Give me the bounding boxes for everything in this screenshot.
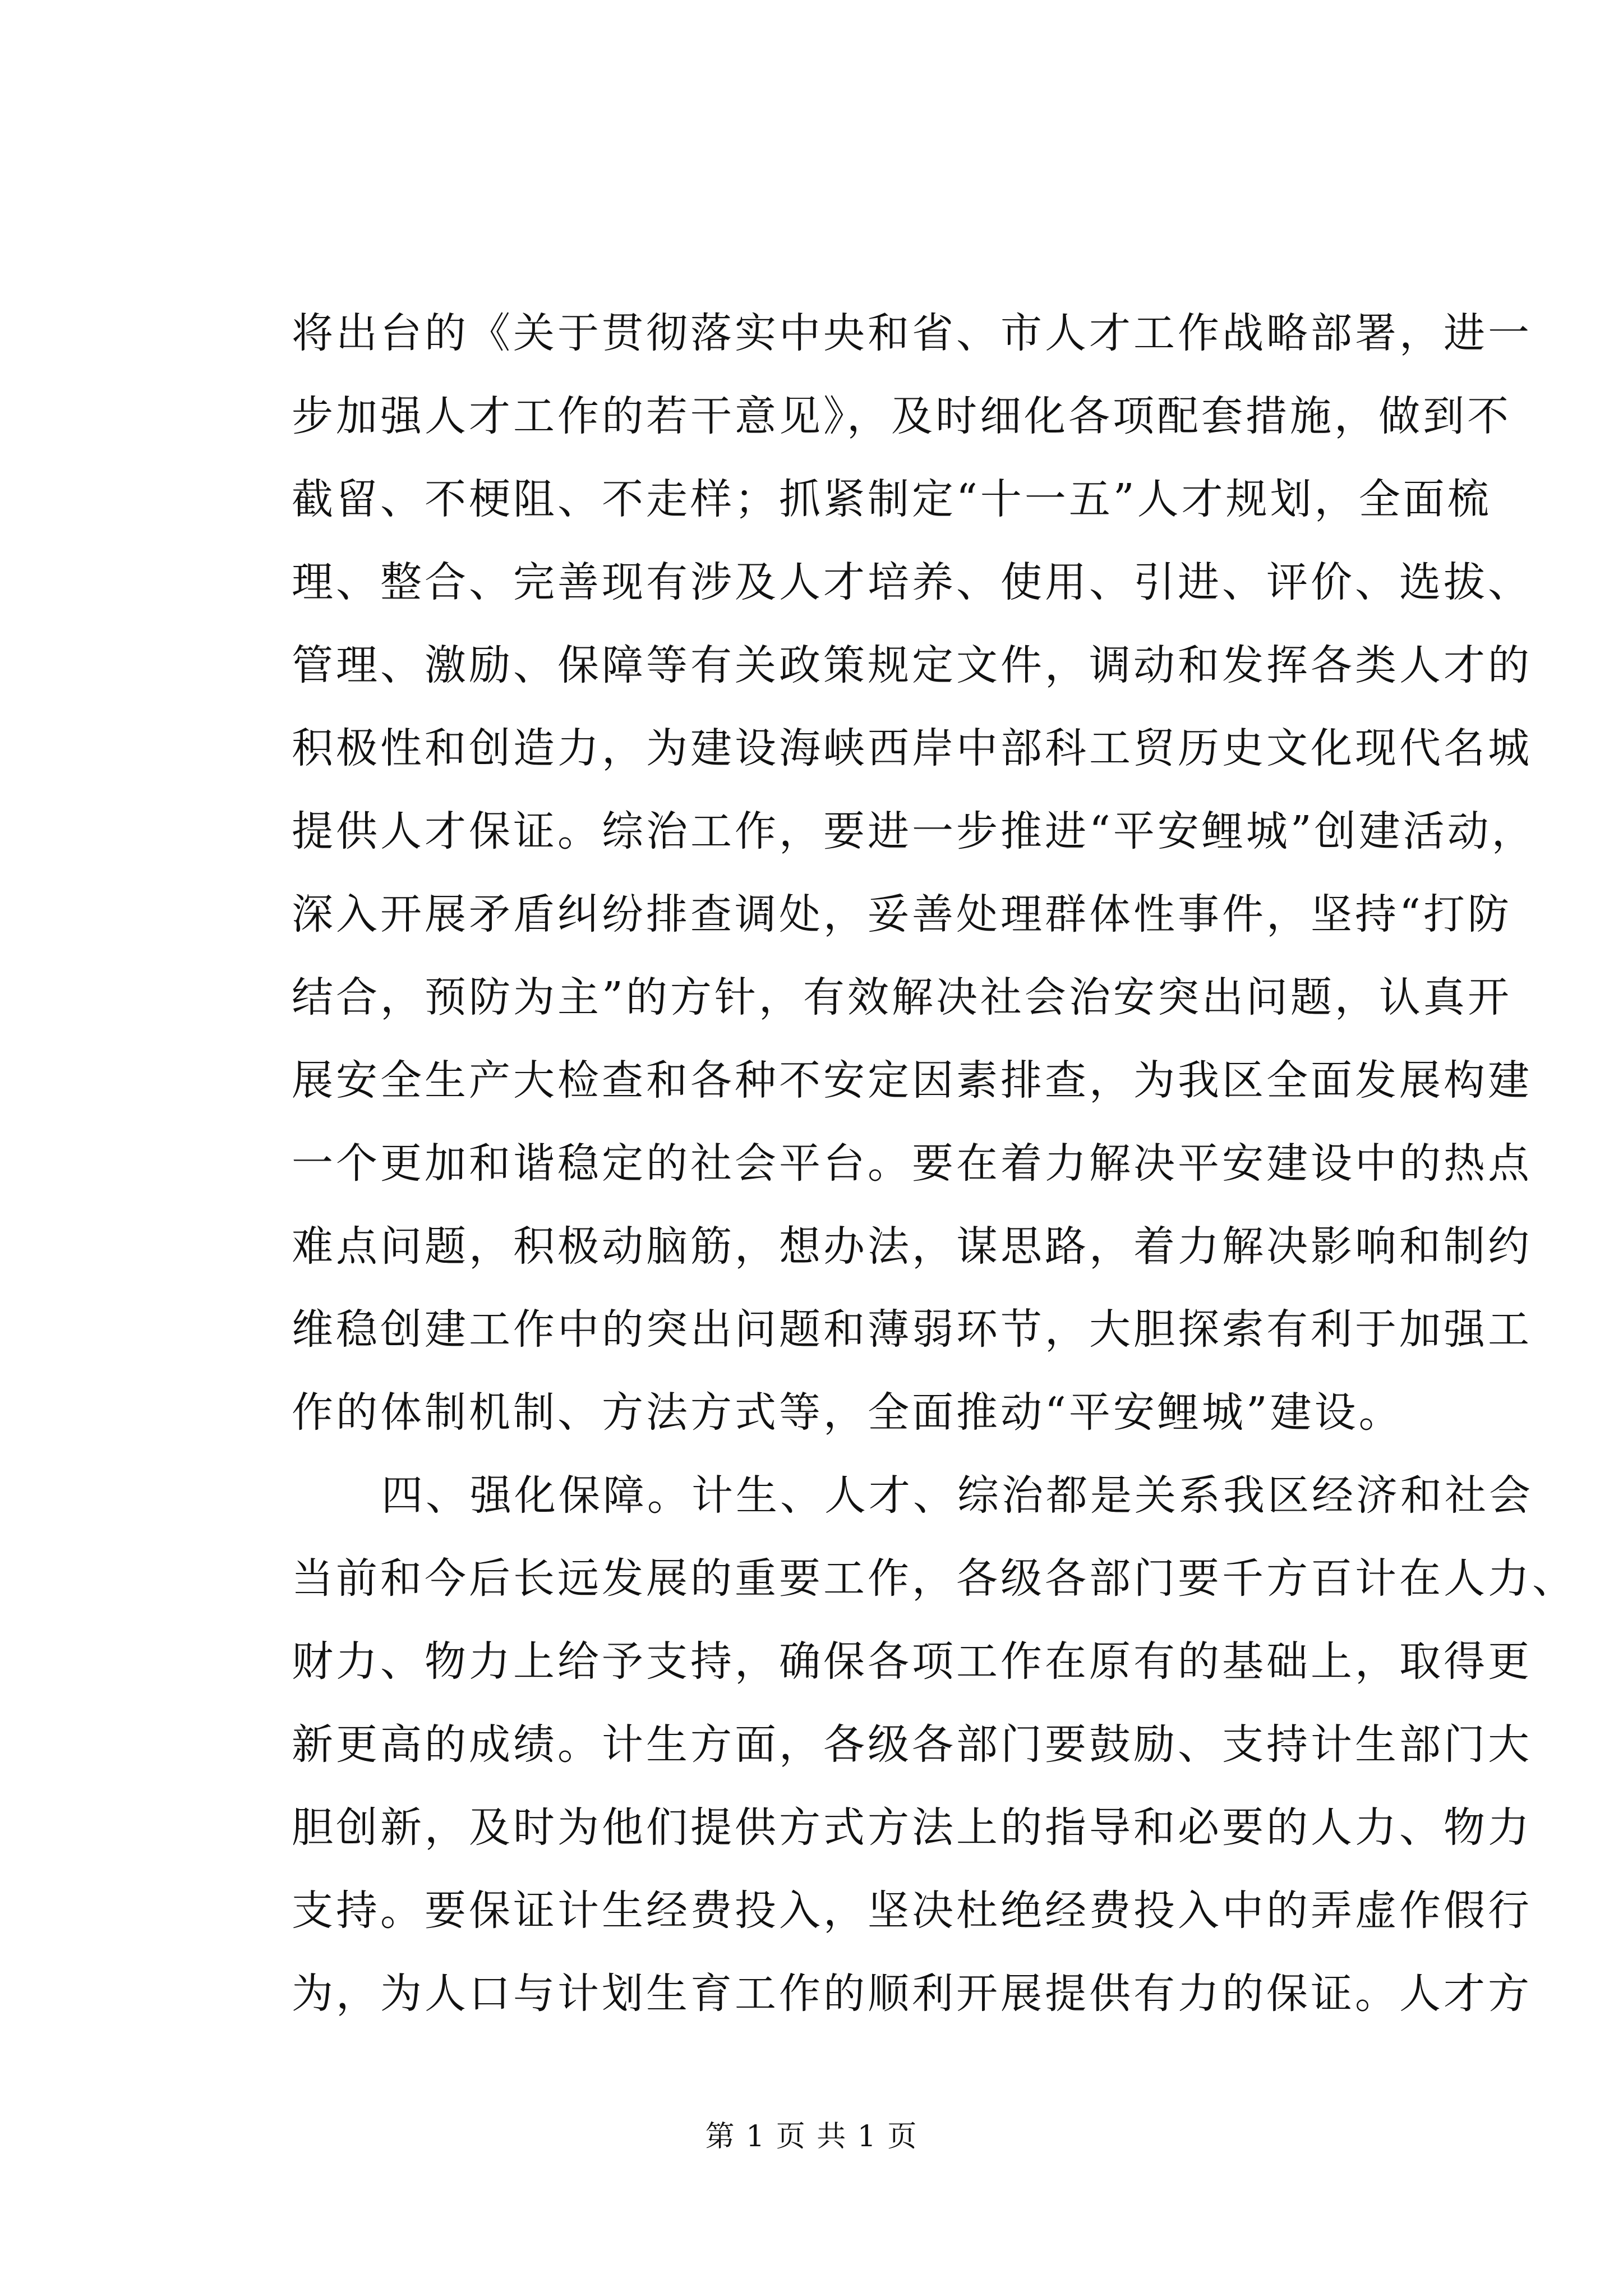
text-line: 支持。要保证计生经费投入，坚决杜绝经费投入中的弄虚作假行 <box>292 1887 1532 1935</box>
paragraph-start-line: 四、强化保障。计生、人才、综治都是关系我区经济和社会 <box>381 1471 1533 1520</box>
text-line: 截留、不梗阻、不走样；抓紧制定“十一五”人才规划，全面梳 <box>292 475 1492 523</box>
text-line: 胆创新，及时为他们提供方式方法上的指导和必要的人力、物力 <box>292 1803 1532 1852</box>
text-line: 当前和今后长远发展的重要工作，各级各部门要千方百计在人力、 <box>292 1554 1576 1603</box>
text-line: 提供人才保证。综治工作，要进一步推进“平安鲤城”创建活动， <box>292 807 1536 855</box>
body-text <box>292 292 1576 2035</box>
text-line: 一个更加和谐稳定的社会平台。要在着力解决平安建设中的热点 <box>292 1139 1532 1188</box>
text-line: 管理、激励、保障等有关政策规定文件，调动和发挥各类人才的 <box>292 641 1532 689</box>
text-line: 将出台的《关于贯彻落实中央和省、市人才工作战略部署，进一 <box>292 309 1532 357</box>
text-line: 深入开展矛盾纠纷排查调处，妥善处理群体性事件，坚持“打防 <box>292 890 1512 938</box>
text-line: 积极性和创造力，为建设海峡西岸中部科工贸历史文化现代名城 <box>292 724 1532 772</box>
text-line: 维稳创建工作中的突出问题和薄弱环节，大胆探索有利于加强工 <box>292 1305 1532 1354</box>
text-line: 展安全生产大检查和各种不安定因素排查，为我区全面发展构建 <box>292 1056 1532 1105</box>
text-line: 为，为人口与计划生育工作的顺利开展提供有力的保证。人才方 <box>292 1970 1532 2018</box>
page-number-footer: 第 1 页 共 1 页 <box>705 2120 918 2154</box>
text-line: 结合，预防为主”的方针，有效解决社会治安突出问题，认真开 <box>292 973 1512 1022</box>
text-line: 新更高的成绩。计生方面，各级各部门要鼓励、支持计生部门大 <box>292 1720 1532 1769</box>
text-line: 步加强人才工作的若干意见》，及时细化各项配套措施，做到不 <box>292 392 1511 440</box>
text-line: 理、整合、完善现有涉及人才培养、使用、引进、评价、选拔、 <box>292 558 1532 606</box>
text-line: 财力、物力上给予支持，确保各项工作在原有的基础上，取得更 <box>292 1637 1532 1686</box>
text-line: 作的体制机制、方法方式等，全面推动“平安鲤城”建设。 <box>292 1388 1403 1437</box>
text-line: 难点问题，积极动脑筋，想办法，谋思路，着力解决影响和制约 <box>292 1222 1532 1271</box>
